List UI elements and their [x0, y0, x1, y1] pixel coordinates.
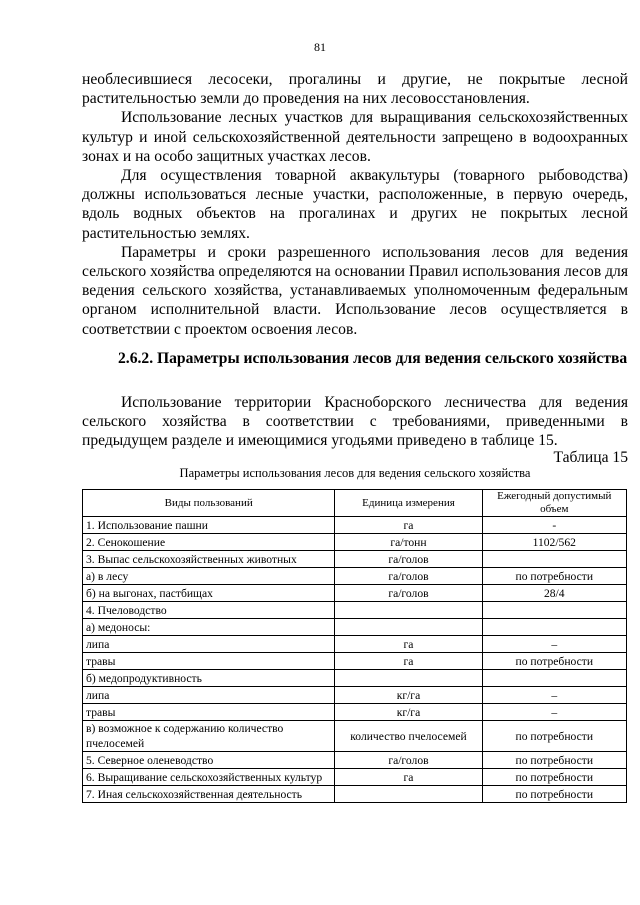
row-value: по потребности [482, 752, 626, 769]
row-unit [335, 786, 482, 803]
row-value: по потребности [482, 786, 626, 803]
table-row [83, 786, 627, 803]
row-value [482, 670, 626, 687]
row-value: по потребности [482, 721, 626, 752]
row-value: – [482, 687, 626, 704]
paragraph: Параметры и сроки разрешенного использования лесов для ведения сельского хозяйства определяются на основании Правил использования лесов для ведения сельского хозяйства, устанавливаемых уполномоченным федеральным органом исполнительной власти. Использование лесов осуществляется в соответствии с проектом освоения лесов. [82, 243, 628, 338]
paragraph: Использование лесных участков для выращивания сельскохозяйственных культур и иной сельскохозяйственной деятельности запрещено в водоохранных зонах и на особо защитных участках лесов. [82, 109, 628, 165]
table-row [83, 670, 627, 687]
table-row [83, 619, 627, 636]
paragraph: Для осуществления товарной аквакультуры (товарного рыбоводства) должны использоваться лесные участки, расположенные, в первую очередь, вдоль водных объектов на прогалинах и других не покрытых лесной растительностью землях. [82, 167, 628, 242]
row-unit: га/тонн [335, 534, 482, 551]
row-name: травы [83, 704, 335, 721]
row-unit: га [335, 517, 482, 534]
row-name: липа [83, 636, 335, 653]
header-annual-volume: Ежегодный допустимый объем [482, 490, 626, 517]
row-unit: га/голов [335, 752, 482, 769]
row-unit: га/голов [335, 585, 482, 602]
row-name: в) возможное к содержанию количество пчелосемей [83, 721, 335, 752]
table-row [83, 687, 627, 704]
table-row [83, 551, 627, 568]
row-value: по потребности [482, 769, 626, 786]
row-value: 1102/562 [482, 534, 626, 551]
row-unit [335, 670, 482, 687]
row-name: б) медопродуктивность [83, 670, 335, 687]
body-text-top [82, 70, 628, 339]
row-name: 3. Выпас сельскохозяйственных животных [83, 551, 335, 568]
row-unit: га/голов [335, 551, 482, 568]
row-name: 7. Иная сельскохозяйственная деятельность [83, 786, 335, 803]
row-unit: кг/га [335, 704, 482, 721]
row-name: а) в лесу [83, 568, 335, 585]
row-value: по потребности [482, 568, 626, 585]
row-value [482, 602, 626, 619]
paragraph: Использование территории Красноборского лесничества для ведения сельского хозяйства в соответствии с требованиями, приведенными в предыдущем разделе и имеющимися угодьями приведено в таблице 15. [82, 394, 628, 450]
row-name: 5. Северное оленеводство [83, 752, 335, 769]
row-name: 2. Сенокошение [83, 534, 335, 551]
row-name: липа [83, 687, 335, 704]
row-value: – [482, 636, 626, 653]
header-unit: Единица измерения [335, 490, 482, 517]
row-unit: га [335, 769, 482, 786]
table-row [83, 752, 627, 769]
section-heading: 2.6.2. Параметры использования лесов для ведения сельского хозяйства [118, 350, 628, 367]
table-row [83, 636, 627, 653]
table-row [83, 769, 627, 786]
row-value: 28/4 [482, 585, 626, 602]
header-usage-type: Виды пользований [83, 490, 335, 517]
table-row [83, 534, 627, 551]
row-unit [335, 602, 482, 619]
table-header-row [83, 490, 627, 517]
paragraph: необлесившиеся лесосеки, прогалины и другие, не покрытые лесной растительностью земли до проведения на них лесовосстановления. [82, 71, 628, 108]
parameters-table [82, 489, 627, 803]
row-name: травы [83, 653, 335, 670]
row-unit: количество пчелосемей [335, 721, 482, 752]
row-value [482, 619, 626, 636]
row-name: б) на выгонах, пастбищах [83, 585, 335, 602]
page-number: 81 [314, 40, 326, 54]
table-row [83, 585, 627, 602]
table-caption: Таблица 15 [553, 449, 628, 466]
row-unit: га/голов [335, 568, 482, 585]
table-row [83, 568, 627, 585]
row-unit: кг/га [335, 687, 482, 704]
table-title: Параметры использования лесов для ведения сельского хозяйства [179, 466, 531, 480]
table-row [83, 653, 627, 670]
row-unit: га [335, 636, 482, 653]
table-row [83, 602, 627, 619]
row-value: – [482, 704, 626, 721]
table-row [83, 721, 627, 752]
row-name: 6. Выращивание сельскохозяйственных культур [83, 769, 335, 786]
row-value: - [482, 517, 626, 534]
table-row [83, 704, 627, 721]
row-name: 1. Использование пашни [83, 517, 335, 534]
row-name: 4. Пчеловодство [83, 602, 335, 619]
row-name: а) медоносы: [83, 619, 335, 636]
row-value [482, 551, 626, 568]
body-text-intro [82, 393, 628, 451]
row-value: по потребности [482, 653, 626, 670]
row-unit: га [335, 653, 482, 670]
table-row [83, 517, 627, 534]
row-unit [335, 619, 482, 636]
